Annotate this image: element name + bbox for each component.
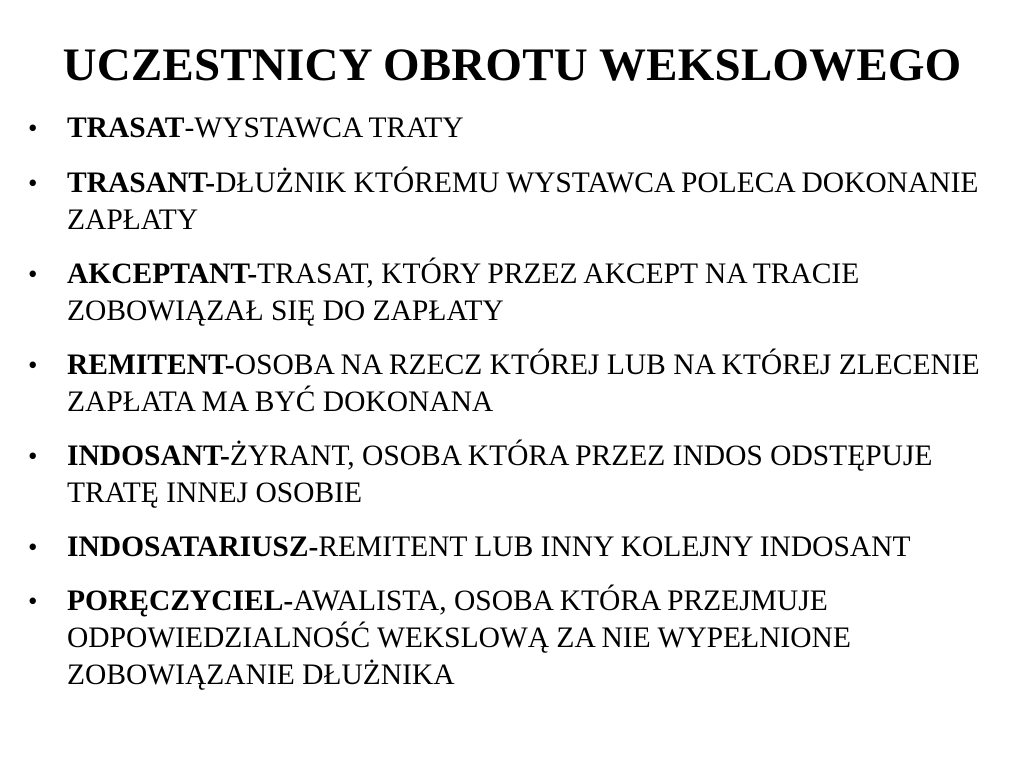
list-item-akceptant <box>28 256 998 330</box>
bullet-icon: • <box>28 168 38 198</box>
term-label: INDOSATARIUSZ- <box>67 531 319 563</box>
definition-text: REMITENT LUB INNY KOLEJNY INDOSANT <box>318 531 911 563</box>
list-item-indosatariusz <box>28 529 998 566</box>
term-label: TRASAT <box>67 112 185 144</box>
bullet-icon: • <box>28 441 38 471</box>
slide-title: UCZESTNICY OBROTU WEKSLOWEGO <box>62 39 962 91</box>
bullet-icon: • <box>28 532 38 562</box>
bullet-icon: • <box>28 113 38 143</box>
list-item-indosant <box>28 438 998 512</box>
list-item-trasat <box>28 110 998 147</box>
definition-text: DŁUŻNIK KTÓREMU WYSTAWCA POLECA DOKONANIE ZAPŁATY <box>67 167 979 236</box>
list-item-poreczyciel <box>28 583 998 694</box>
definition-text: AWALISTA, OSOBA KTÓRA PRZEJMUJE ODPOWIEDZIALNOŚĆ WEKSLOWĄ ZA NIE WYPEŁNIONE ZOBOWIĄZANIE DŁUŻNIKA <box>67 585 851 691</box>
term-label: INDOSANT- <box>67 440 230 472</box>
definition-text: TRASAT, KTÓRY PRZEZ AKCEPT NA TRACIE ZOBOWIĄZAŁ SIĘ DO ZAPŁATY <box>67 258 860 327</box>
bullet-list <box>28 110 998 711</box>
term-label: PORĘCZYCIEL- <box>67 585 294 617</box>
bullet-icon: • <box>28 350 38 380</box>
definition-text: OSOBA NA RZECZ KTÓREJ LUB NA KTÓREJ ZLECENIE ZAPŁATA MA BYĆ DOKONANA <box>67 349 980 418</box>
term-label: AKCEPTANT- <box>67 258 258 290</box>
definition-text: -WYSTAWCA TRATY <box>184 112 464 144</box>
definition-text: ŻYRANT, OSOBA KTÓRA PRZEZ INDOS ODSTĘPUJE TRATĘ INNEJ OSOBIE <box>67 440 933 509</box>
list-item-remitent <box>28 347 998 421</box>
term-label: REMITENT- <box>67 349 235 381</box>
list-item-trasant <box>28 165 998 239</box>
bullet-icon: • <box>28 259 38 289</box>
bullet-icon: • <box>28 586 38 616</box>
term-label: TRASANT- <box>67 167 216 199</box>
